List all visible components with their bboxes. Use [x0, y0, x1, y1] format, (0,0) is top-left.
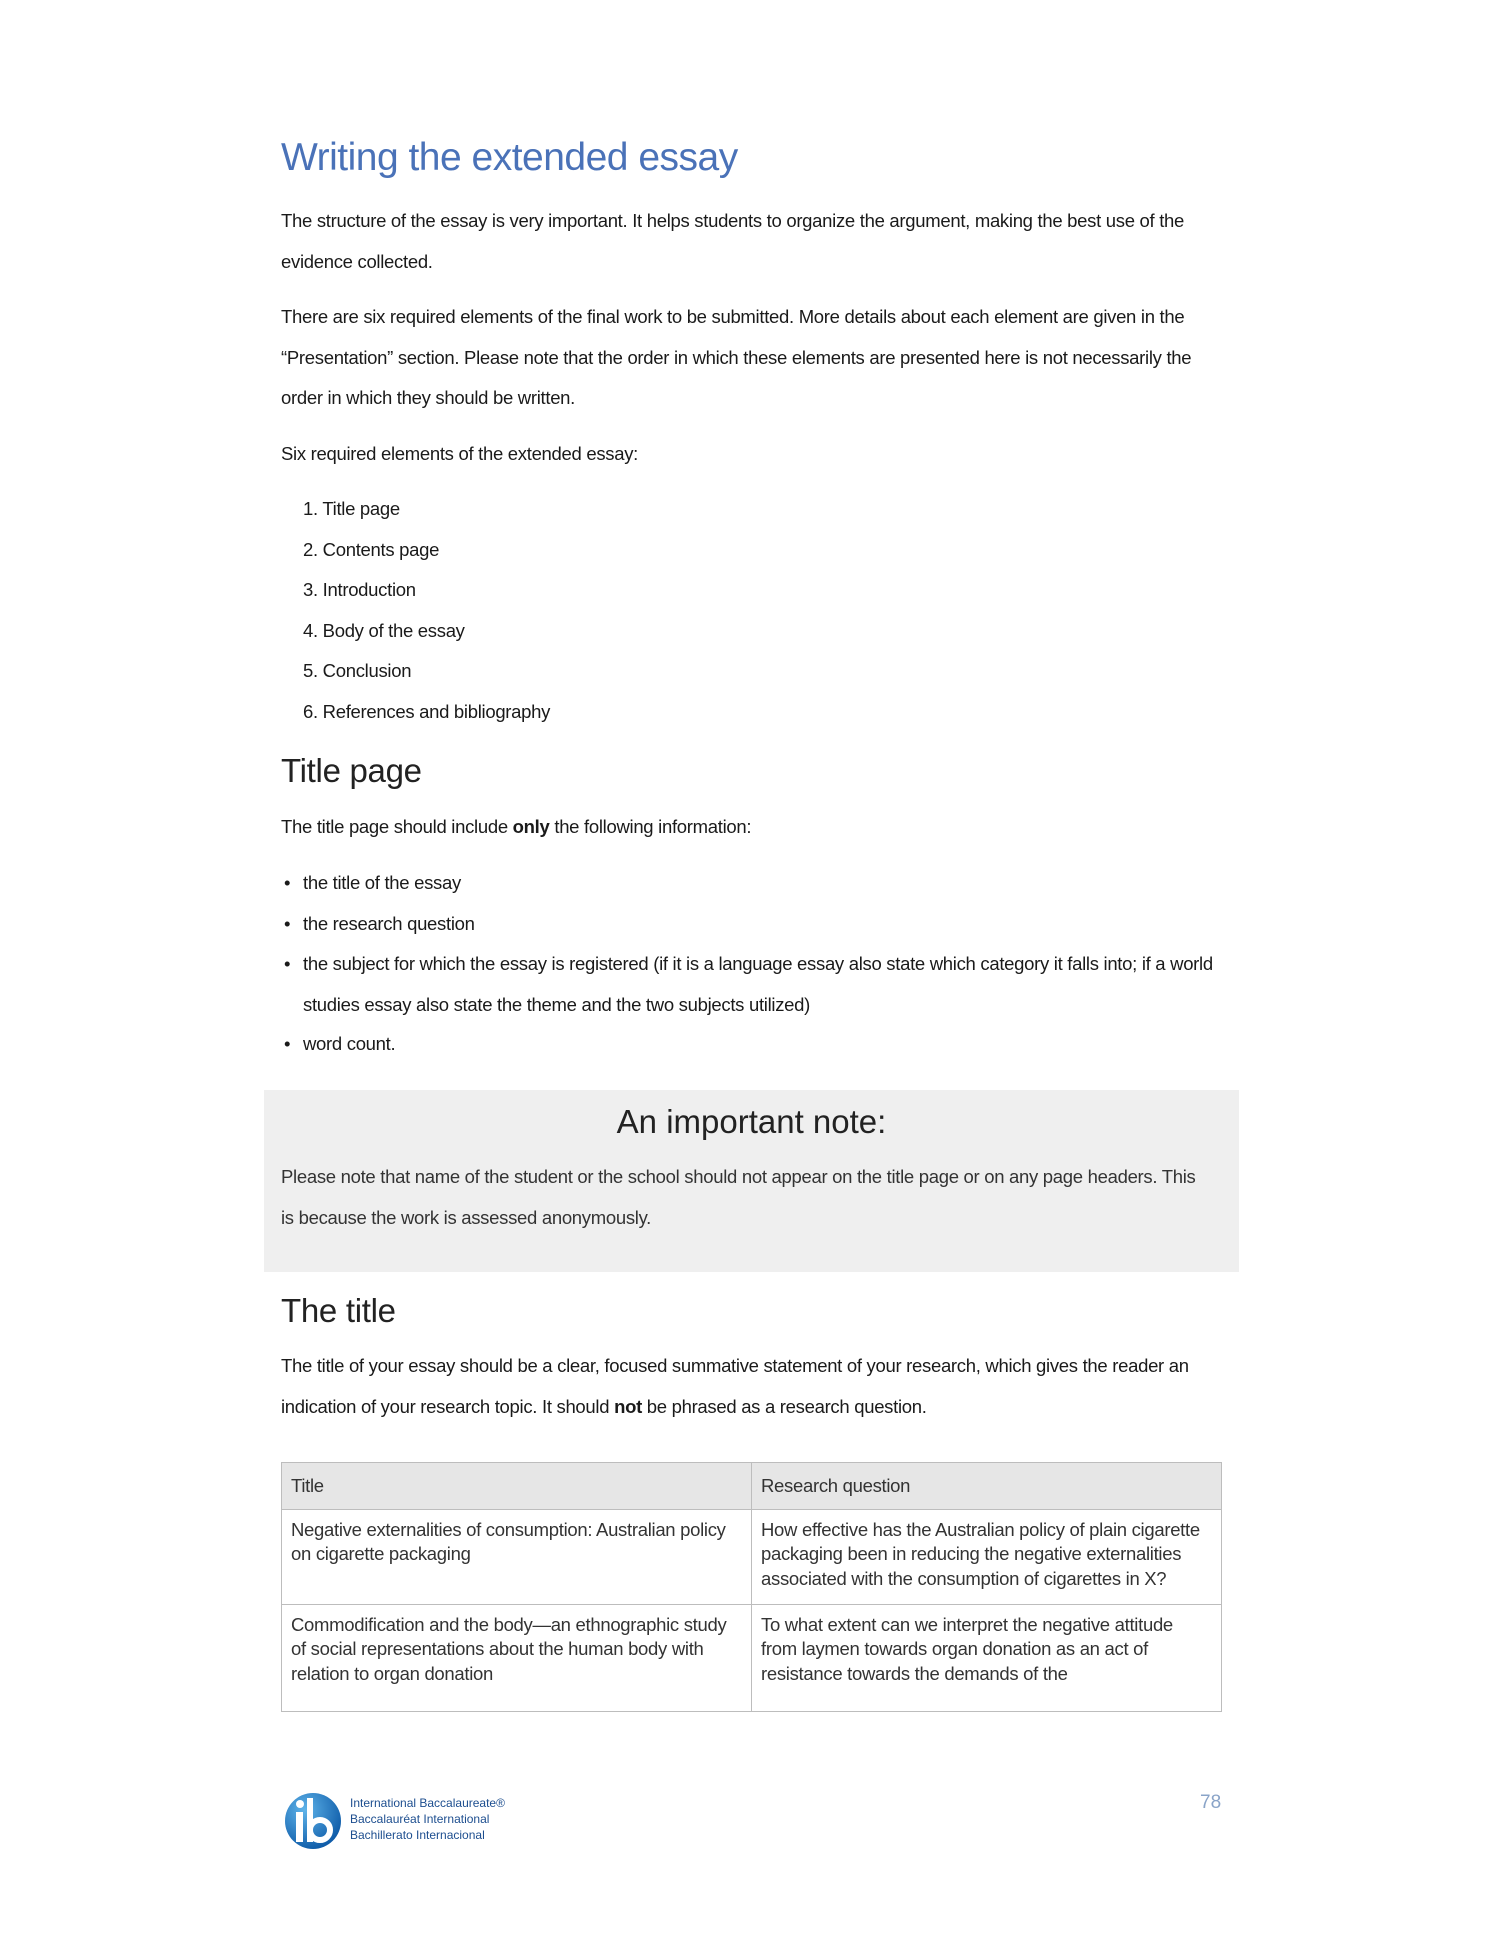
list-item: 4. Body of the essay [303, 620, 465, 641]
logo-line: Baccalauréat International [350, 1812, 490, 1826]
list-item: 3. Introduction [303, 579, 416, 600]
para-text: be phrased as a research question. [641, 1395, 927, 1417]
para-bold: not [614, 1395, 642, 1417]
bullet-icon: • [284, 913, 291, 934]
cell-research-question: To what extent can we interpret the negative attitude from laymen towards organ donation as an act of resistance towards the demands of the [752, 1604, 1222, 1711]
header-research-question: Research question [752, 1463, 1222, 1510]
table-cutoff [270, 1712, 1240, 1752]
table-row [282, 1509, 1222, 1604]
intro-text: the following information: [549, 816, 752, 837]
table-header-row [282, 1463, 1222, 1510]
intro-text: The title page should include [281, 816, 513, 837]
list-item: 5. Conclusion [303, 660, 412, 681]
intro-bold: only [512, 816, 550, 837]
bullet-item: the research question [303, 913, 475, 934]
ib-logo-icon [283, 1790, 341, 1850]
bullet-item: word count. [303, 1033, 396, 1054]
page-heading: Writing the extended essay [281, 136, 738, 179]
elements-paragraph: There are six required elements of the final work to be submitted. More details about each element are given in the “Presentation” section. Please note that the order in which these elements are presented here is not necessarily the order in which they should be written. [281, 306, 1192, 408]
cell-title: Commodification and the body—an ethnographic study of social representations about the human body with relation to organ donation [282, 1604, 752, 1711]
ib-logo-text [350, 1795, 505, 1843]
bullet-item: the subject for which the essay is registered (if it is a language essay also state which category it falls into; if a world studies essay also state the theme and the two subjects utilized) [303, 953, 1213, 1015]
intro-paragraph: The structure of the essay is very important. It helps students to organize the argument, making the best use of the evidence collected. [281, 210, 1185, 272]
header-title: Title [282, 1463, 752, 1510]
list-item: 1. Title page [303, 498, 400, 519]
bullet-item: the title of the essay [303, 872, 461, 893]
para-text: The title of your essay should be a clear, focused summative statement of your research, which gives the reader an indication of your research topic. It should [281, 1355, 1189, 1417]
title-examples-table [281, 1462, 1222, 1712]
bullet-icon: • [284, 872, 291, 893]
bullet-icon: • [284, 953, 291, 974]
title-page-intro [281, 807, 1231, 848]
title-page-heading: Title page [281, 752, 422, 789]
cell-title: Negative externalities of consumption: Australian policy on cigarette packaging [282, 1509, 752, 1604]
bullet-icon: • [284, 1033, 291, 1054]
note-text: Please note that name of the student or the school should not appear on the title page or on any page headers. This is because the work is assessed anonymously. [281, 1166, 1196, 1228]
logo-line: International Baccalaureate® [350, 1796, 505, 1810]
list-item: 2. Contents page [303, 539, 440, 560]
list-intro: Six required elements of the extended essay: [281, 443, 639, 464]
page-number: 78 [1200, 1792, 1222, 1813]
note-heading: An important note: [616, 1103, 887, 1140]
table-row [282, 1604, 1222, 1711]
list-item: 6. References and bibliography [303, 701, 551, 722]
cell-research-question: How effective has the Australian policy of plain cigarette packaging been in reducing the negative externalities associated with the consumption of cigarettes in X? [752, 1509, 1222, 1604]
the-title-heading: The title [281, 1292, 396, 1329]
logo-line: Bachillerato Internacional [350, 1828, 485, 1842]
the-title-paragraph [281, 1346, 1231, 1427]
important-note-box [264, 1090, 1239, 1272]
